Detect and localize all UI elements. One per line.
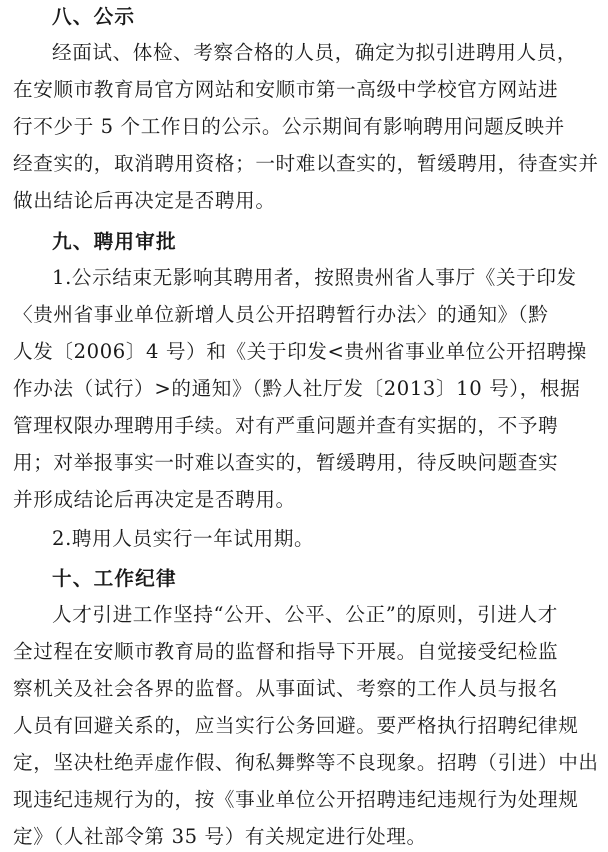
paragraph-line: 管理权限办理聘用手续。对有严重问题并查有实据的，不予聘	[13, 414, 559, 437]
paragraph-line: 1.公示结束无影响其聘用者，按照贵州省人事厅《关于印发	[52, 266, 577, 289]
paragraph-line: 并形成结论后再决定是否聘用。	[13, 488, 296, 511]
paragraph-line: 做出结论后再决定是否聘用。	[13, 189, 276, 212]
paragraph-line: 用；对举报事实一时难以查实的，暂缓聘用，待反映问题查实	[13, 451, 559, 474]
paragraph-line: 现违纪违规行为的，按《事业单位公开招聘违纪违规行为处理规	[13, 788, 579, 811]
paragraph-line: 定，坚决杜绝弄虚作假、徇私舞弊等不良现象。招聘（引进）中出	[13, 751, 599, 774]
section-heading-approval: 九、聘用审批	[52, 230, 177, 253]
paragraph-line: 人才引进工作坚持“公开、公平、公正”的原则，引进人才	[52, 603, 558, 626]
paragraph-line: 经面试、体检、考察合格的人员，确定为拟引进聘用人员，	[52, 41, 578, 64]
paragraph-line: 行不少于 5 个工作日的公示。公示期间有影响聘用问题反映并	[13, 115, 565, 138]
section-heading-publicity: 八、公示	[52, 5, 136, 28]
paragraph-line: 2.聘用人员实行一年试用期。	[52, 527, 315, 550]
paragraph-line: 在安顺市教育局官方网站和安顺市第一高级中学校官方网站进	[13, 78, 559, 101]
paragraph-line: 全过程在安顺市教育局的监督和指导下开展。自觉接受纪检监	[13, 640, 559, 663]
paragraph-line: 定》（人社部令第 35 号）有关规定进行处理。	[13, 825, 427, 848]
paragraph-line: 作办法（试行）>的通知》（黔人社厅发〔2013〕10 号），根据	[13, 377, 581, 400]
section-heading-discipline: 十、工作纪律	[52, 567, 177, 590]
paragraph-line: 察机关及社会各界的监督。从事面试、考察的工作人员与报名	[13, 677, 559, 700]
paragraph-line: 人员有回避关系的，应当实行公务回避。要严格执行招聘纪律规	[13, 714, 579, 737]
paragraph-line: 经查实的，取消聘用资格；一时难以查实的，暂缓聘用，待查实并	[13, 152, 599, 175]
paragraph-line: 人发〔2006〕4 号）和《关于印发<贵州省事业单位公开招聘操	[13, 340, 587, 363]
paragraph-line: 〈贵州省事业单位新增人员公开招聘暂行办法〉的通知》（黔	[13, 303, 549, 326]
